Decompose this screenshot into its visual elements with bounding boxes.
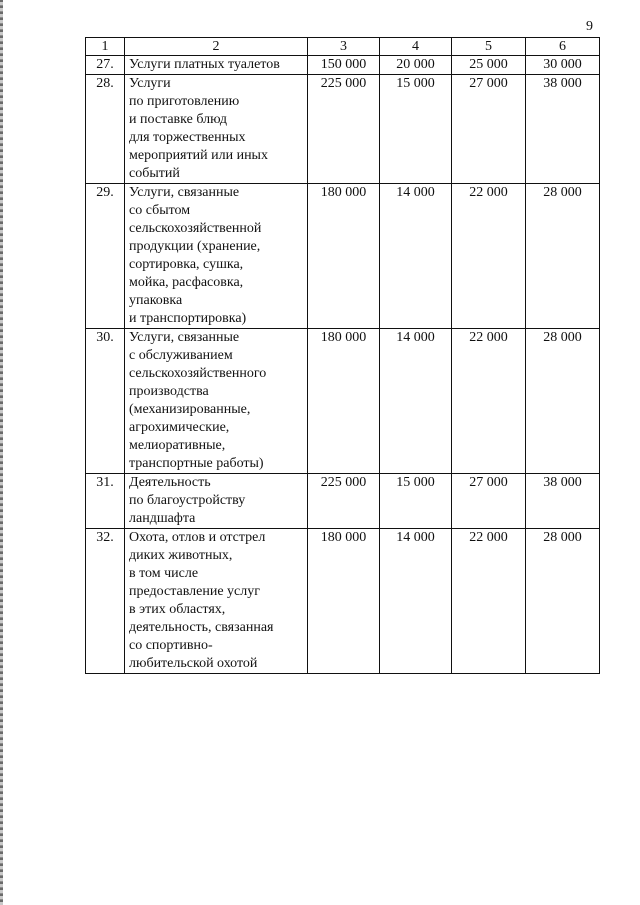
row-number: 27. (86, 56, 125, 75)
value-col-4: 14 000 (380, 184, 452, 329)
service-name-line: любительской охотой (129, 656, 258, 671)
value-col-5: 22 000 (452, 529, 526, 674)
service-name-line: по приготовлению (129, 94, 240, 109)
value-col-3: 180 000 (308, 184, 380, 329)
service-name-line: сельскохозяйственной (129, 221, 262, 236)
service-name-line: и транспортировка) (129, 311, 247, 326)
header-col-3: 3 (308, 38, 380, 56)
table-row (86, 329, 600, 474)
row-number: 28. (86, 75, 125, 184)
table-row (86, 75, 600, 184)
value-col-4: 14 000 (380, 329, 452, 474)
value-col-4: 14 000 (380, 529, 452, 674)
service-name-line: мероприятий или иных (129, 148, 268, 163)
service-name-line: сельскохозяйственного (129, 366, 267, 381)
service-name-line: агрохимические, (129, 420, 230, 435)
value-col-6: 28 000 (526, 329, 600, 474)
service-name-line: мойка, расфасовка, (129, 275, 244, 290)
service-name-line: с обслуживанием (129, 348, 233, 363)
value-col-3: 180 000 (308, 529, 380, 674)
table-row (86, 529, 600, 674)
value-col-6: 38 000 (526, 75, 600, 184)
row-number: 31. (86, 474, 125, 529)
header-col-2: 2 (125, 38, 308, 56)
service-name-line: в этих областях, (129, 602, 226, 617)
service-name-line: мелиоративные, (129, 438, 226, 453)
service-name-line: сортировка, сушка, (129, 257, 244, 272)
row-number: 29. (86, 184, 125, 329)
service-name (125, 474, 308, 529)
tariff-table (85, 37, 600, 674)
table-row (86, 56, 600, 75)
service-name (125, 56, 308, 75)
value-col-3: 225 000 (308, 75, 380, 184)
service-name (125, 529, 308, 674)
row-number: 32. (86, 529, 125, 674)
service-name-line: Услуги (129, 76, 171, 91)
service-name (125, 184, 308, 329)
header-col-4: 4 (380, 38, 452, 56)
service-name-line: производства (129, 384, 209, 399)
table-body (86, 56, 600, 674)
service-name-line: Услуги, связанные (129, 330, 240, 345)
service-name-line: событий (129, 166, 180, 181)
service-name-line: со сбытом (129, 203, 191, 218)
header-col-6: 6 (526, 38, 600, 56)
service-name-line: для торжественных (129, 130, 246, 145)
value-col-3: 150 000 (308, 56, 380, 75)
value-col-3: 180 000 (308, 329, 380, 474)
value-col-3: 225 000 (308, 474, 380, 529)
service-name (125, 75, 308, 184)
row-number: 30. (86, 329, 125, 474)
table-row (86, 184, 600, 329)
table-row (86, 474, 600, 529)
value-col-5: 27 000 (452, 75, 526, 184)
table-header-row (86, 38, 600, 56)
service-name-line: Охота, отлов и отстрел (129, 530, 266, 545)
page-number: 9 (586, 19, 593, 34)
service-name-line: Услуги, связанные (129, 185, 240, 200)
service-name (125, 329, 308, 474)
service-name-line: ландшафта (129, 511, 196, 526)
value-col-6: 28 000 (526, 529, 600, 674)
service-name-line: деятельность, связанная (129, 620, 274, 635)
value-col-6: 28 000 (526, 184, 600, 329)
service-name-line: Деятельность (129, 475, 211, 490)
value-col-4: 15 000 (380, 474, 452, 529)
scan-edge (0, 0, 3, 905)
service-name-line: транспортные работы) (129, 456, 264, 471)
service-name-line: продукции (хранение, (129, 239, 261, 254)
service-name-line: диких животных, (129, 548, 233, 563)
value-col-5: 25 000 (452, 56, 526, 75)
value-col-4: 20 000 (380, 56, 452, 75)
service-name-line: Услуги платных туалетов (129, 57, 280, 72)
value-col-5: 27 000 (452, 474, 526, 529)
value-col-4: 15 000 (380, 75, 452, 184)
service-name-line: со спортивно- (129, 638, 213, 653)
value-col-6: 30 000 (526, 56, 600, 75)
service-name-line: в том числе (129, 566, 199, 581)
value-col-5: 22 000 (452, 329, 526, 474)
service-name-line: предоставление услуг (129, 584, 260, 599)
header-col-5: 5 (452, 38, 526, 56)
service-name-line: и поставке блюд (129, 112, 227, 127)
value-col-5: 22 000 (452, 184, 526, 329)
value-col-6: 38 000 (526, 474, 600, 529)
service-name-line: по благоустройству (129, 493, 246, 508)
header-col-1: 1 (86, 38, 125, 56)
service-name-line: (механизированные, (129, 402, 251, 417)
service-name-line: упаковка (129, 293, 183, 308)
